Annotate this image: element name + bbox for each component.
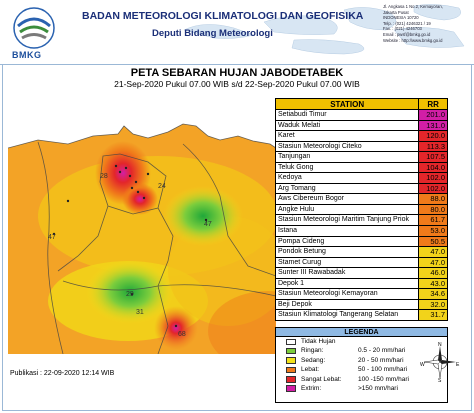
rainfall-value: 47.0 <box>419 258 447 268</box>
table-row <box>275 237 448 248</box>
table-row <box>275 215 448 226</box>
station-name: Stasiun Meteorologi Kemayoran <box>276 289 419 299</box>
table-row <box>275 184 448 195</box>
station-name: Stamet Curug <box>276 258 419 268</box>
map-title: PETA SEBARAN HUJAN JABODETABEK <box>130 67 344 79</box>
legend-swatch <box>286 376 296 383</box>
table-row <box>275 289 448 300</box>
station-name: Stasiun Meteorologi Citeko <box>276 142 419 152</box>
legend-range: >150 mm/hari <box>358 384 398 392</box>
table-row <box>275 205 448 216</box>
station-name: Stasiun Klimatologi Tangerang Selatan <box>276 310 419 320</box>
agency-address <box>383 4 471 43</box>
address-line: Website : http://www.bmkg.go.id <box>383 37 443 43</box>
table-row <box>275 310 448 321</box>
legend-title: LEGENDA <box>276 328 447 337</box>
legend-category: Extrim: <box>301 384 322 392</box>
map-value-label: 47 <box>204 221 212 228</box>
station-name: Tanjungan <box>276 152 419 162</box>
logo-text: BMKG <box>12 50 42 60</box>
rainfall-value: 88.0 <box>419 194 447 204</box>
rainfall-value: 102.0 <box>419 173 447 183</box>
rainfall-value: 31.7 <box>419 310 447 320</box>
address-line: Email : pwsf@bmkg.go.id <box>383 31 431 37</box>
table-header <box>275 98 448 110</box>
station-name: Karet <box>276 131 419 141</box>
compass-rose-icon <box>420 342 460 382</box>
table-row <box>275 131 448 142</box>
rainfall-value: 50.5 <box>419 237 447 247</box>
address-line: INDONESIA 10720 <box>383 15 419 21</box>
legend-range: 20 - 50 mm/hari <box>358 356 404 364</box>
legend-range: 0.5 - 20 mm/hari <box>358 347 406 355</box>
map-period: 21-Sep-2020 Pukul 07.00 WIB s/d 22-Sep-2020 Pukul 07.00 WIB <box>114 79 360 89</box>
table-row <box>275 268 448 279</box>
station-name: Arg Tomang <box>276 184 419 194</box>
legend-category: Tidak Hujan <box>301 338 336 345</box>
rainfall-value: 113.3 <box>419 142 447 152</box>
rainfall-value: 53.0 <box>419 226 447 236</box>
map-value-label: 29 <box>126 291 134 298</box>
rainfall-value: 102.0 <box>419 184 447 194</box>
address-line: Jakarta Pusat <box>383 9 409 15</box>
legend-swatch <box>286 385 296 392</box>
address-line: Telp. : (021) 4246321 / 19 <box>383 20 431 26</box>
rainfall-value: 61.7 <box>419 215 447 225</box>
rainfall-value: 120.0 <box>419 131 447 141</box>
legend-swatch <box>286 348 296 355</box>
table-body <box>275 110 448 321</box>
rr-column-header: RR <box>419 99 447 109</box>
table-row <box>275 121 448 132</box>
station-name: Pompa Cideng <box>276 237 419 247</box>
legend-swatch <box>286 367 296 374</box>
station-name: Aws Cibereum Bogor <box>276 194 419 204</box>
compass-n: N <box>438 342 442 348</box>
table-row <box>275 226 448 237</box>
legend-category: Ringan: <box>301 347 324 355</box>
map-value-label: 28 <box>100 173 108 180</box>
rainfall-value: 104.0 <box>419 163 447 173</box>
table-row <box>275 279 448 290</box>
rainfall-value: 201.0 <box>419 110 447 120</box>
station-table <box>275 98 448 321</box>
table-row <box>275 142 448 153</box>
deputy-name: Deputi Bidang Meteorologi <box>152 28 273 39</box>
table-row <box>275 163 448 174</box>
legend-category: Lebat: <box>301 366 320 374</box>
legend-category: Sangat Lebat: <box>301 375 342 383</box>
legend-range: 50 - 100 mm/hari <box>358 366 408 374</box>
table-row <box>275 258 448 269</box>
legend-swatch <box>286 357 296 364</box>
heavy-rain-cell <box>122 183 158 215</box>
compass-e: E <box>456 362 460 368</box>
station-name: Pondok Betung <box>276 247 419 257</box>
rainfall-value: 34.6 <box>419 289 447 299</box>
compass-s: S <box>438 378 442 382</box>
table-row <box>275 247 448 258</box>
table-row <box>275 173 448 184</box>
table-row <box>275 152 448 163</box>
green-cell-east <box>163 186 243 246</box>
station-name: Istana <box>276 226 419 236</box>
rainfall-value: 32.0 <box>419 300 447 310</box>
rainfall-map <box>8 96 276 354</box>
heavy-rain-cell-south <box>154 306 198 350</box>
legend-category: Sedang: <box>301 356 326 364</box>
station-name: Angke Hulu <box>276 205 419 215</box>
station-name: Waduk Melati <box>276 121 419 131</box>
header <box>0 0 474 64</box>
table-row <box>275 110 448 121</box>
map-value-label: 68 <box>178 331 186 338</box>
rainfall-value: 80.0 <box>419 205 447 215</box>
legend-range: 100 -150 mm/hari <box>358 375 409 383</box>
rainfall-value: 107.5 <box>419 152 447 162</box>
agency-name: BADAN METEOROLOGI KLIMATOLOGI DAN GEOFISIKA <box>82 10 364 22</box>
station-column-header: STATION <box>276 99 419 109</box>
station-name: Teluk Gong <box>276 163 419 173</box>
table-row <box>275 300 448 311</box>
legend-item <box>276 384 447 393</box>
rainfall-value: 46.0 <box>419 268 447 278</box>
map-value-label: 31 <box>136 309 144 316</box>
station-name: Sunter III Rawabadak <box>276 268 419 278</box>
station-name: Beji Depok <box>276 300 419 310</box>
address-line: Jl. Angkasa 1 No.2, Kemayoran, <box>383 4 443 9</box>
station-name: Stasiun Meteorologi Maritim Tanjung Priok <box>276 215 419 225</box>
compass-w: W <box>420 362 425 368</box>
station-name: Setiabudi Timur <box>276 110 419 120</box>
table-row <box>275 194 448 205</box>
legend-swatch <box>286 339 296 346</box>
map-value-label: 47 <box>48 234 56 241</box>
address-line: Fax. : (021) 4246703 <box>383 26 422 32</box>
rainfall-value: 131.0 <box>419 121 447 131</box>
station-name: Depok 1 <box>276 279 419 289</box>
station-name: Kedoya <box>276 173 419 183</box>
rainfall-value: 47.0 <box>419 247 447 257</box>
rainfall-value: 43.0 <box>419 279 447 289</box>
published-timestamp: Publikasi : 22-09-2020 12:14 WIB <box>10 370 115 377</box>
rainfall-map-svg <box>8 96 276 354</box>
map-value-label: 24 <box>158 183 166 190</box>
header-divider <box>0 64 474 65</box>
